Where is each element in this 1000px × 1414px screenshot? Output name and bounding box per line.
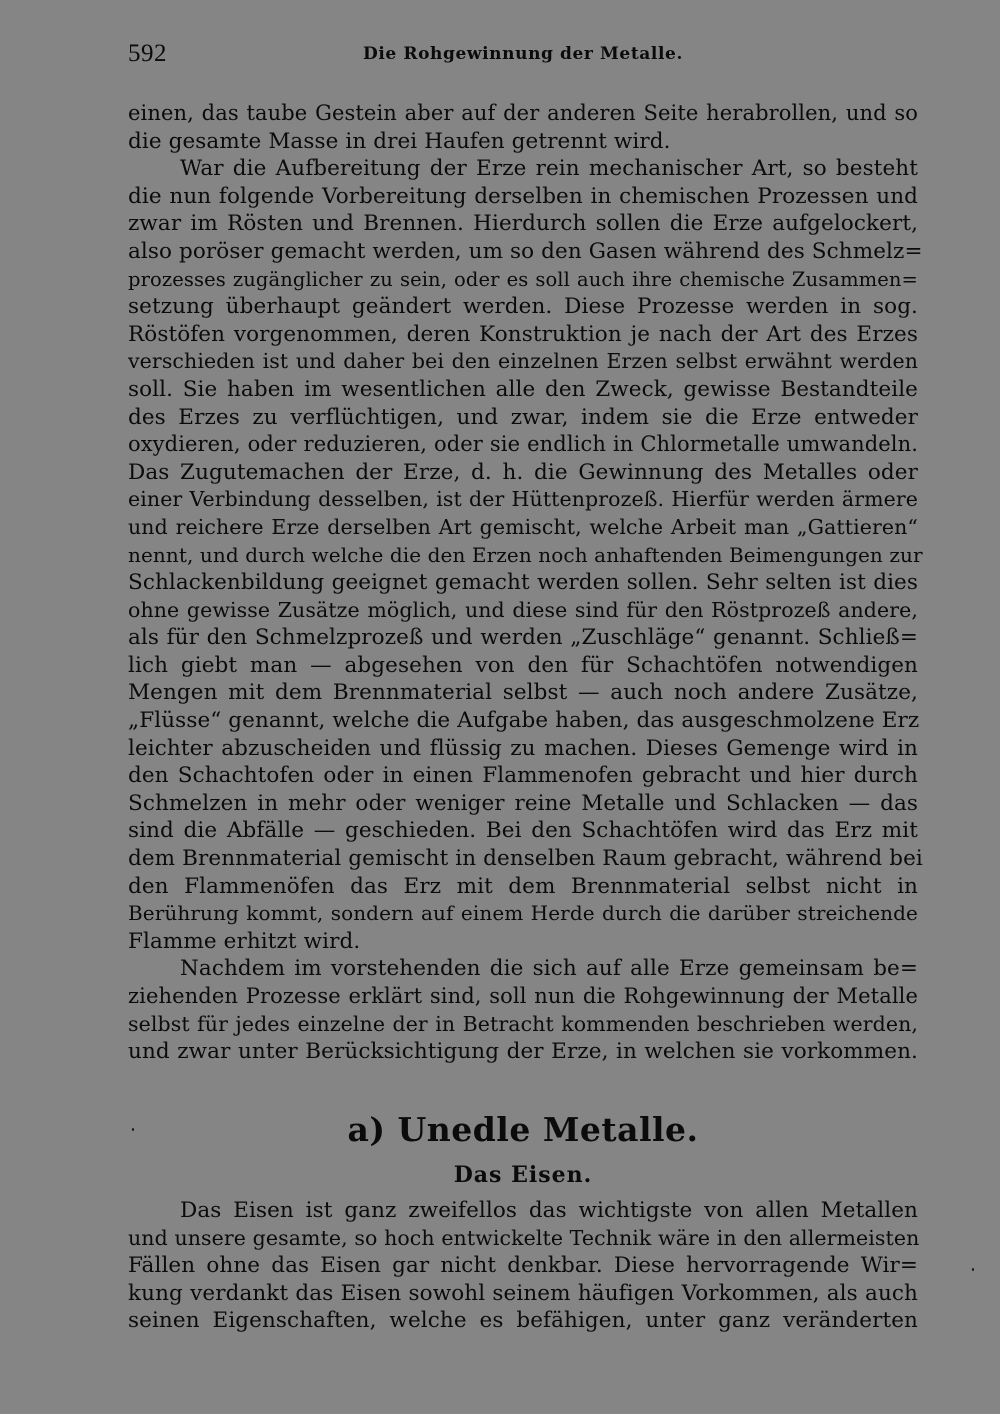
page-number: 592	[128, 40, 167, 67]
text-line: Das Eisen ist ganz zweifellos das wichtigste von allen Metallen	[180, 1198, 918, 1223]
text-line: nennt, und durch welche die den Erzen noch anhaftenden Beimengungen zur	[128, 542, 923, 567]
text-line: zwar im Rösten und Brennen. Hierdurch sollen die Erze aufgelockert,	[128, 211, 918, 237]
text-line: verschieden ist und daher bei den einzelnen Erzen selbst erwähnt werden	[128, 349, 918, 374]
text-line: Schlackenbildung geeignet gemacht werden sollen. Sehr selten ist dies	[128, 570, 918, 596]
text-line: selbst für jedes einzelne der in Betracht kommenden beschrieben werden,	[128, 1011, 918, 1036]
section-subheading: Das Eisen.	[453, 1162, 593, 1188]
text-line: und zwar unter Berücksichtigung der Erze, in welchen sie vorkommen.	[128, 1039, 918, 1065]
text-line: oxydieren, oder reduzieren, oder sie endlich in Chlormetalle umwandeln.	[128, 432, 918, 457]
text-line: seinen Eigenschaften, welche es befähigen, unter ganz veränderten	[128, 1308, 918, 1334]
text-line: ohne gewisse Zusätze möglich, und diese sind für den Röstprozeß andere,	[128, 597, 918, 622]
section-heading: a) Unedle Metalle.	[347, 1110, 699, 1149]
text-line: soll. Sie haben im wesentlichen alle den Zweck, gewisse Bestandteile	[128, 376, 918, 402]
text-line: Fällen ohne das Eisen gar nicht denkbar. Diese hervorragende Wir=	[128, 1253, 918, 1279]
text-line: Das Zugutemachen der Erze, d. h. die Gewinnung des Metalles oder	[128, 459, 918, 485]
text-line: einen, das taube Gestein aber auf der anderen Seite herabrollen, und so	[128, 101, 918, 125]
text-line: des Erzes zu verflüchtigen, und zwar, indem sie die Erze entweder	[128, 404, 918, 430]
page-header	[128, 40, 918, 76]
text-line: Berührung kommt, sondern auf einem Herde durch die darüber streichende	[128, 901, 918, 926]
scan-speck	[132, 1128, 134, 1131]
text-line: als für den Schmelzprozeß und werden „Zuschläge“ genannt. Schließ=	[128, 625, 918, 651]
text-line: dem Brennmaterial gemischt in denselben Raum gebracht, während bei	[128, 846, 923, 872]
text-line: Röstöfen vorgenommen, deren Konstruktion je nach der Art des Erzes	[128, 321, 918, 347]
text-line: die nun folgende Vorbereitung derselben in chemischen Prozessen und	[128, 183, 918, 209]
text-line: Nachdem im vorstehenden die sich auf alle Erze gemeinsam be=	[180, 956, 918, 982]
text-line: ziehenden Prozesse erklärt sind, soll nun die Rohgewinnung der Metalle	[128, 984, 918, 1008]
text-line: Mengen mit dem Brennmaterial selbst — auch noch andere Zusätze,	[128, 680, 918, 706]
text-line: den Flammenöfen das Erz mit dem Brennmaterial selbst nicht in	[128, 873, 918, 899]
text-line: also poröser gemacht werden, um so den Gasen während des Schmelz=	[128, 238, 923, 264]
text-line: „Flüsse“ genannt, welche die Aufgabe haben, das ausgeschmolzene Erz	[128, 708, 920, 734]
running-head: Die Rohgewinnung der Metalle.	[363, 44, 683, 64]
text-line: den Schachtofen oder in einen Flammenofen gebracht und hier durch	[128, 763, 918, 789]
text-line: setzung überhaupt geändert werden. Diese Prozesse werden in sog.	[128, 294, 918, 320]
text-line: leichter abzuscheiden und flüssig zu machen. Dieses Gemenge wird in	[128, 735, 918, 761]
scan-speck	[972, 1268, 974, 1271]
text-line: kung verdankt das Eisen sowohl seinem häufigen Vorkommen, als auch	[128, 1280, 918, 1306]
text-line: Flamme erhitzt wird.	[128, 928, 361, 954]
text-line: sind die Abfälle — geschieden. Bei den Schachtöfen wird das Erz mit	[128, 818, 918, 844]
paragraph	[128, 955, 918, 1065]
paragraph	[128, 100, 918, 155]
body-text	[128, 100, 923, 1066]
text-line: Schmelzen in mehr oder weniger reine Metalle und Schlacken — das	[128, 790, 918, 816]
text-line: prozesses zugänglicher zu sein, oder es soll auch ihre chemische Zusammen=	[128, 267, 918, 291]
text-line: lich giebt man — abgesehen von den für Schachtöfen notwendigen	[128, 652, 918, 678]
paragraph	[128, 155, 923, 955]
text-line: die gesamte Masse in drei Haufen getrennt wird.	[128, 128, 671, 154]
text-line: und reichere Erze derselben Art gemischt, welche Arbeit man „Gattieren“	[128, 514, 918, 539]
text-line: War die Aufbereitung der Erze rein mechanischer Art, so besteht	[180, 156, 918, 182]
text-line: einer Verbindung desselben, ist der Hüttenprozeß. Hierfür werden ärmere	[128, 487, 918, 512]
section-body-text	[128, 1197, 918, 1335]
text-line: und unsere gesamte, so hoch entwickelte Technik wäre in den allermeisten	[128, 1225, 920, 1250]
